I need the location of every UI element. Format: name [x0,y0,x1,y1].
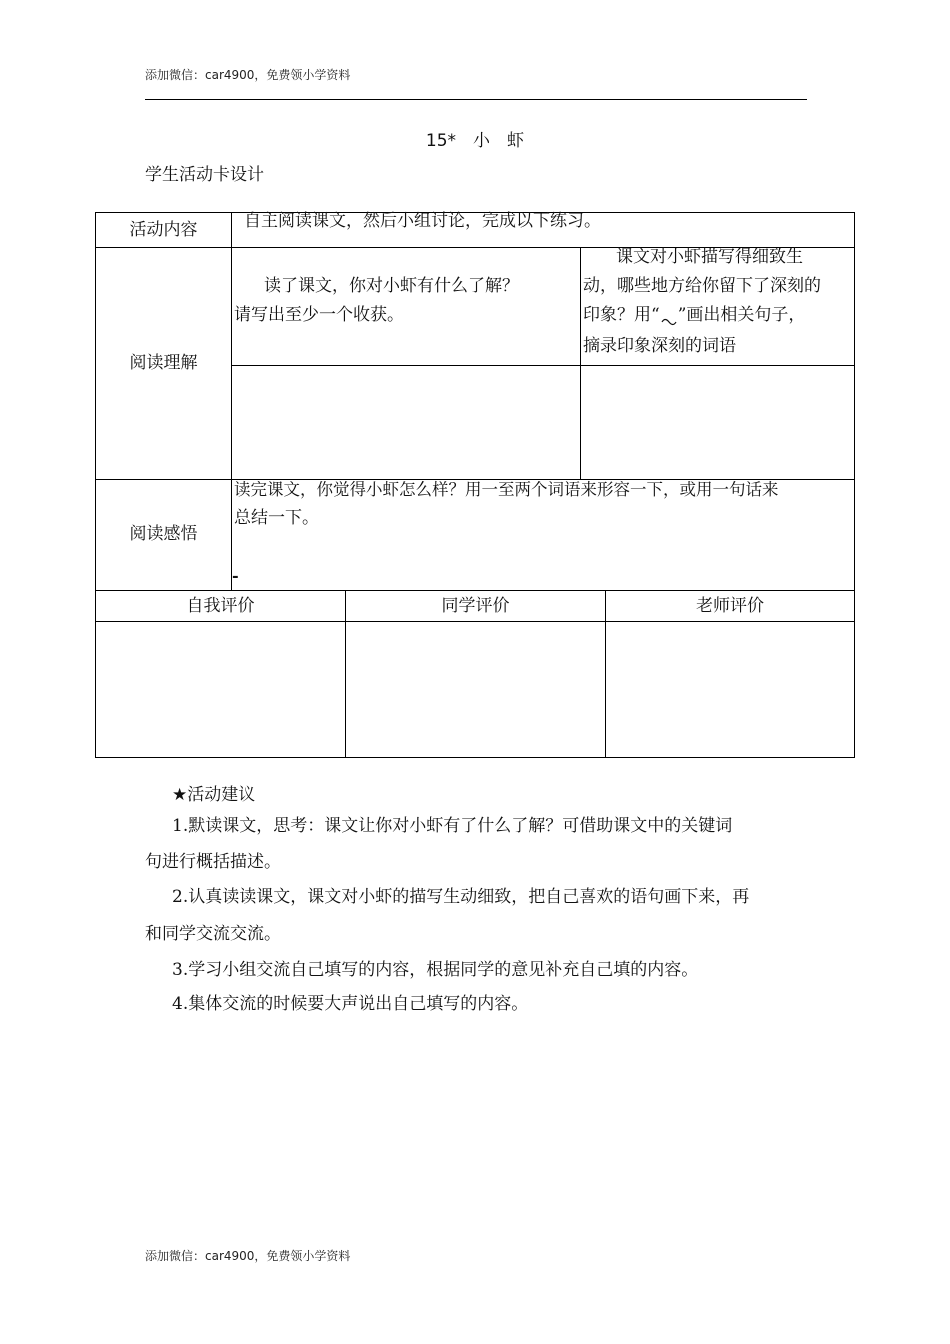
reading-question-line1: 读了课文，你对小虾有什么了解？ [264,276,519,296]
table-col-divider [580,247,581,480]
suggestion-1-line2: 句进行概括描述。 [145,852,281,872]
suggestion-2-line1: 2.认真读读课文，课文对小虾的描写生动细致，把自己喜欢的语句画下来，再 [172,887,750,907]
table-border-right [854,212,855,758]
page-title: 15* 小 虾 [425,131,525,151]
reading-right-line3-a: 印象？用“ [583,305,660,325]
activity-label: 活动内容 [129,220,198,240]
suggestions-heading: ★活动建议 [172,785,256,805]
eval-peer-label: 同学评价 [441,596,510,616]
suggestion-1-line1: 1.默读课文，思考：课文让你对小虾有了什么了解？可借助课文中的关键词 [172,816,733,836]
header-rule [145,99,807,100]
reading-right-line4: 摘录印象深刻的词语 [583,336,736,356]
suggestion-4: 4.集体交流的时候要大声说出自己填写的内容。 [172,994,529,1014]
suggestion-2-line2: 和同学交流交流。 [145,924,281,944]
reading-right-line3 [583,301,805,330]
suggestion-3: 3.学习小组交流自己填写的内容，根据同学的意见补充自己填的内容。 [172,960,699,980]
reading-right-line2: 动，哪些地方给你留下了深刻的 [583,276,821,296]
table-border-left [95,212,96,758]
page-header: 添加微信：car4900，免费领小学资料 [145,68,351,82]
reading-right-line1: 课文对小虾描写得细致生 [616,247,803,267]
feeling-dash: - [232,566,239,585]
table-row-divider [232,365,855,366]
reading-right-line3-b: ”画出相关句子， [677,305,806,325]
feeling-question-line2: 总结一下。 [234,508,319,528]
eval-self-label: 自我评价 [186,596,255,616]
reading-label: 阅读理解 [129,353,198,373]
table-border-bottom [95,757,855,758]
feeling-label: 阅读感悟 [129,524,198,544]
eval-teacher-label: 老师评价 [696,596,764,616]
table-row-divider [95,621,855,622]
page-footer: 添加微信：car4900，免费领小学资料 [145,1249,351,1263]
table-col-divider [231,212,232,591]
section-subtitle: 学生活动卡设计 [145,165,264,185]
reading-question-line2: 请写出至少一个收获。 [234,305,404,325]
activity-text: 自主阅读课文，然后小组讨论，完成以下练习。 [244,211,601,231]
feeling-question-line1: 读完课文，你觉得小虾怎么样？用一至两个词语来形容一下，或用一句话来 [234,480,779,499]
wavy-underline-icon [660,308,678,324]
